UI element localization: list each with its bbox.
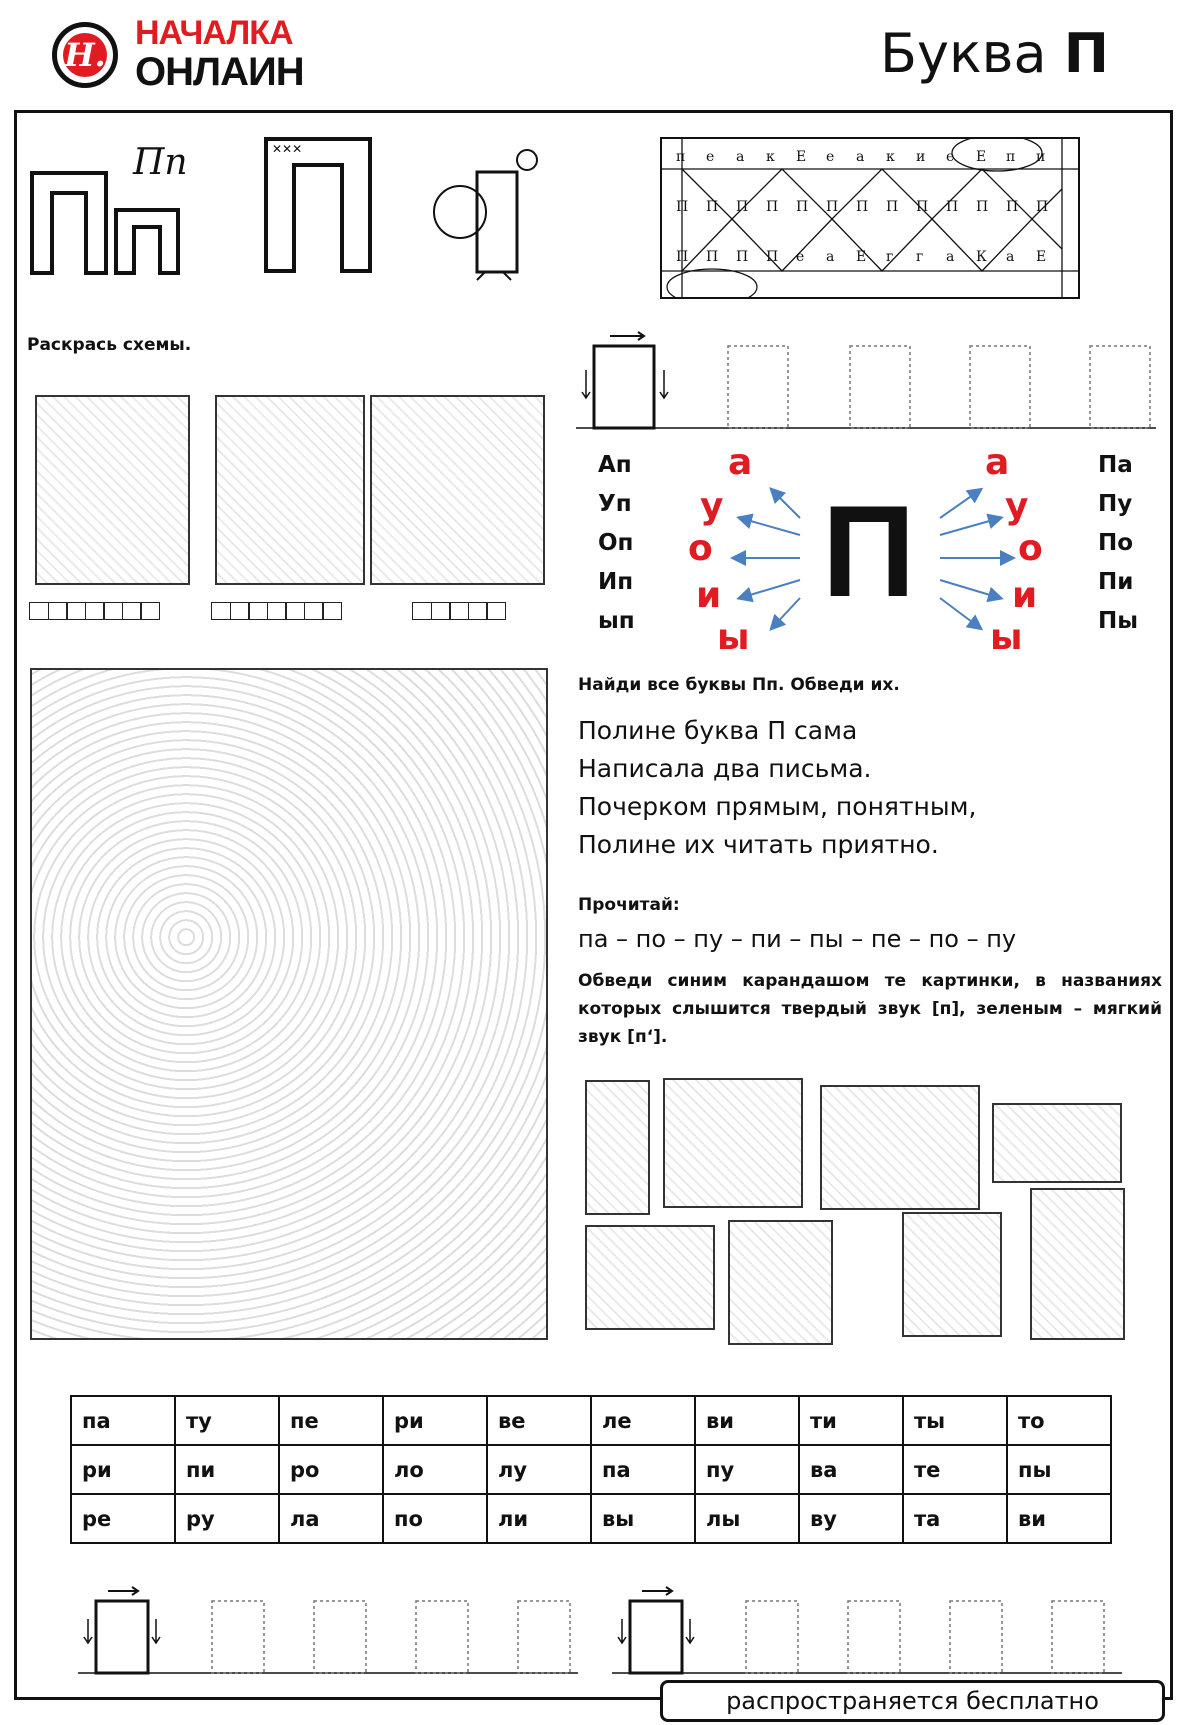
- vowel-right-o: о: [1018, 528, 1043, 569]
- mosaic-letter: П: [826, 199, 839, 215]
- syllable-cell: ро: [279, 1445, 383, 1494]
- mosaic-letter: п: [676, 149, 686, 165]
- mosaic-letter: к: [886, 149, 895, 165]
- svg-text:✕✕✕: ✕✕✕: [272, 142, 303, 156]
- syllable-cell: та: [903, 1494, 1007, 1543]
- mosaic-letter: П: [1006, 199, 1019, 215]
- vowel-right-u: у: [1005, 486, 1029, 527]
- mosaic-letter: П: [706, 199, 719, 215]
- scheme-cell[interactable]: [85, 602, 105, 620]
- syllable-cell: ле: [591, 1396, 695, 1445]
- syllable-left: Уп: [598, 491, 632, 517]
- syllable-left: Ип: [598, 569, 634, 595]
- vowel-left-y: ы: [717, 617, 750, 658]
- scheme-cell[interactable]: [285, 602, 305, 620]
- peacock-picture: [35, 395, 190, 585]
- mosaic-letter: к: [766, 149, 775, 165]
- syllable-left: ып: [598, 608, 635, 634]
- syllable-right: По: [1098, 530, 1134, 556]
- pencil-case-picture[interactable]: [585, 1225, 715, 1330]
- scheme-cell[interactable]: [449, 602, 469, 620]
- syllable-cell: ти: [799, 1396, 903, 1445]
- vowel-right-y: ы: [990, 617, 1023, 658]
- task-instruction: Обведи синим карандашом те картинки, в названиях которых слышится твердый звук [п], зеленым – мягкий звук [п‘].: [578, 971, 1162, 1047]
- mosaic-letter: П: [1036, 199, 1049, 215]
- vowel-left-o: о: [688, 528, 713, 569]
- vowel-right-i: и: [1012, 575, 1038, 616]
- spider-web-picture: [370, 395, 545, 585]
- syllable-left: Ап: [598, 452, 632, 478]
- syllable-cell: ло: [383, 1445, 487, 1494]
- find-letters-label: Найди все буквы Пп. Обведи их.: [578, 675, 900, 695]
- syllable-right: Пи: [1098, 569, 1134, 595]
- syllable-arrows: [730, 480, 1040, 640]
- poem: [578, 712, 976, 864]
- mosaic-letter: П: [916, 199, 929, 215]
- syllable-cell: ве: [487, 1396, 591, 1445]
- mosaic-letter: Е: [796, 149, 807, 165]
- syllable-cell: ту: [175, 1396, 279, 1445]
- vowel-left-a: а: [728, 442, 753, 483]
- mosaic-letter: Е: [1036, 249, 1047, 265]
- mosaic-letter: а: [826, 249, 835, 265]
- syllable-cell: по: [383, 1494, 487, 1543]
- mosaic-letter: П: [946, 199, 959, 215]
- mosaic-letter: г: [916, 249, 924, 265]
- pie-picture[interactable]: [992, 1103, 1122, 1183]
- syllable-left: Оп: [598, 530, 634, 556]
- footer-free-note: распространяется бесплатно: [660, 1680, 1165, 1722]
- poem-line: Почерком прямым, понятным,: [578, 792, 977, 821]
- syllable-cell: лу: [487, 1445, 591, 1494]
- letter-outline-big-p: [262, 135, 377, 275]
- letter-mosaic: [660, 137, 1080, 299]
- mosaic-letter: П: [886, 199, 899, 215]
- scheme-cell[interactable]: [412, 602, 432, 620]
- mosaic-letter: Е: [856, 249, 867, 265]
- syllable-cell: ри: [383, 1396, 487, 1445]
- syllable-row: [71, 1396, 1111, 1445]
- syllable-table: [70, 1395, 1112, 1544]
- vowel-right-a: а: [985, 442, 1010, 483]
- scheme-cell[interactable]: [66, 602, 86, 620]
- syllable-cell: лы: [695, 1494, 799, 1543]
- rooster-picture: [425, 142, 545, 282]
- coat-picture[interactable]: [1030, 1188, 1125, 1340]
- mosaic-letter: П: [856, 199, 869, 215]
- mosaic-letter: П: [766, 249, 779, 265]
- syllable-cell: ре: [71, 1494, 175, 1543]
- mosaic-letter: е: [706, 149, 715, 165]
- syllable-right: Пы: [1098, 608, 1139, 634]
- syllable-row: [71, 1494, 1111, 1543]
- scheme-cell[interactable]: [29, 602, 49, 620]
- read-line: па – по – пу – пи – пы – пе – по – пу: [578, 925, 1017, 953]
- page-title: Буква П: [880, 22, 1109, 85]
- mosaic-letter: а: [946, 249, 955, 265]
- syllables-left: [598, 452, 635, 647]
- scheme-cells-penguin[interactable]: [211, 602, 341, 620]
- syllable-cell: ты: [903, 1396, 1007, 1445]
- feather-picture[interactable]: [585, 1080, 650, 1215]
- scheme-cell[interactable]: [431, 602, 451, 620]
- center-letter: П: [822, 478, 916, 624]
- logo-line2: ОНЛАИН: [135, 50, 304, 94]
- syllable-right: Па: [1098, 452, 1133, 478]
- scheme-cell[interactable]: [486, 602, 506, 620]
- mosaic-letter: П: [676, 249, 689, 265]
- mosaic-letter: а: [736, 149, 745, 165]
- syllable-cell: ру: [175, 1494, 279, 1543]
- syllable-cell: то: [1007, 1396, 1111, 1445]
- syllable-cell: ви: [1007, 1494, 1111, 1543]
- script-letter: Пп: [133, 142, 188, 183]
- mosaic-letter: П: [976, 199, 989, 215]
- mosaic-letter: п: [1006, 149, 1016, 165]
- desk-picture[interactable]: [820, 1085, 980, 1210]
- mosaic-letter: и: [1036, 149, 1046, 165]
- syllable-cell: те: [903, 1445, 1007, 1494]
- writing-practice-bottom-left[interactable]: [78, 1585, 578, 1675]
- logo-line1: НАЧАЛКА: [135, 14, 293, 52]
- syllable-cell: па: [591, 1445, 695, 1494]
- syllable-cell: ви: [695, 1396, 799, 1445]
- scheme-cell[interactable]: [122, 602, 142, 620]
- syllable-cell: ва: [799, 1445, 903, 1494]
- mosaic-letters: [662, 139, 1080, 299]
- logo-mark: Н.: [52, 22, 118, 88]
- scheme-cells-peacock[interactable]: [29, 602, 159, 620]
- mosaic-letter: Е: [976, 149, 987, 165]
- scheme-cell[interactable]: [267, 602, 287, 620]
- vowel-left-i: и: [696, 575, 722, 616]
- poem-line: Полине буква П сама: [578, 716, 858, 745]
- scheme-cell[interactable]: [230, 602, 250, 620]
- scheme-cell[interactable]: [211, 602, 231, 620]
- poem-line: Полине их читать приятно.: [578, 830, 939, 859]
- spider-picture[interactable]: [663, 1078, 803, 1208]
- mosaic-letter: а: [1006, 249, 1015, 265]
- penguin-small-picture[interactable]: [902, 1212, 1002, 1337]
- schemes-label: Раскрась схемы.: [27, 335, 192, 355]
- syllable-cell: пе: [279, 1396, 383, 1445]
- syllable-cell: пу: [695, 1445, 799, 1494]
- syllable-cell: ву: [799, 1494, 903, 1543]
- vowel-left-u: у: [700, 486, 724, 527]
- syllable-cell: вы: [591, 1494, 695, 1543]
- mosaic-letter: г: [886, 249, 894, 265]
- mosaic-letter: П: [736, 249, 749, 265]
- scheme-cell[interactable]: [48, 602, 68, 620]
- syllable-cell: па: [71, 1396, 175, 1445]
- mosaic-letter: е: [796, 249, 805, 265]
- scheme-cells-spider[interactable]: [412, 602, 505, 620]
- syllable-cell: пи: [175, 1445, 279, 1494]
- writing-practice-top[interactable]: [576, 330, 1156, 430]
- writing-practice-bottom-right[interactable]: [612, 1585, 1122, 1675]
- scheme-cell[interactable]: [248, 602, 268, 620]
- read-label: Прочитай:: [578, 895, 680, 915]
- syllable-cell: ри: [71, 1445, 175, 1494]
- palm-tree-picture[interactable]: [728, 1220, 833, 1345]
- underwater-picture[interactable]: [30, 668, 548, 1340]
- mosaic-letter: и: [916, 149, 926, 165]
- mosaic-letter: П: [706, 249, 719, 265]
- penguin-picture: [215, 395, 365, 585]
- syllable-cell: ли: [487, 1494, 591, 1543]
- mosaic-letter: е: [946, 149, 955, 165]
- scheme-cell[interactable]: [468, 602, 488, 620]
- mosaic-letter: е: [826, 149, 835, 165]
- syllable-cell: пы: [1007, 1445, 1111, 1494]
- scheme-cell[interactable]: [322, 602, 342, 620]
- mosaic-letter: П: [796, 199, 809, 215]
- syllable-row: [71, 1445, 1111, 1494]
- scheme-cell[interactable]: [103, 602, 123, 620]
- mosaic-letter: П: [676, 199, 689, 215]
- poem-line: Написала два письма.: [578, 754, 872, 783]
- syllables-right: [1098, 452, 1138, 647]
- mosaic-letter: К: [976, 249, 987, 265]
- syllable-cell: ла: [279, 1494, 383, 1543]
- syllable-right: Пу: [1098, 491, 1133, 517]
- scheme-cell[interactable]: [304, 602, 324, 620]
- mosaic-letter: а: [856, 149, 865, 165]
- scheme-cell[interactable]: [140, 602, 160, 620]
- mosaic-letter: П: [736, 199, 749, 215]
- mosaic-letter: П: [766, 199, 779, 215]
